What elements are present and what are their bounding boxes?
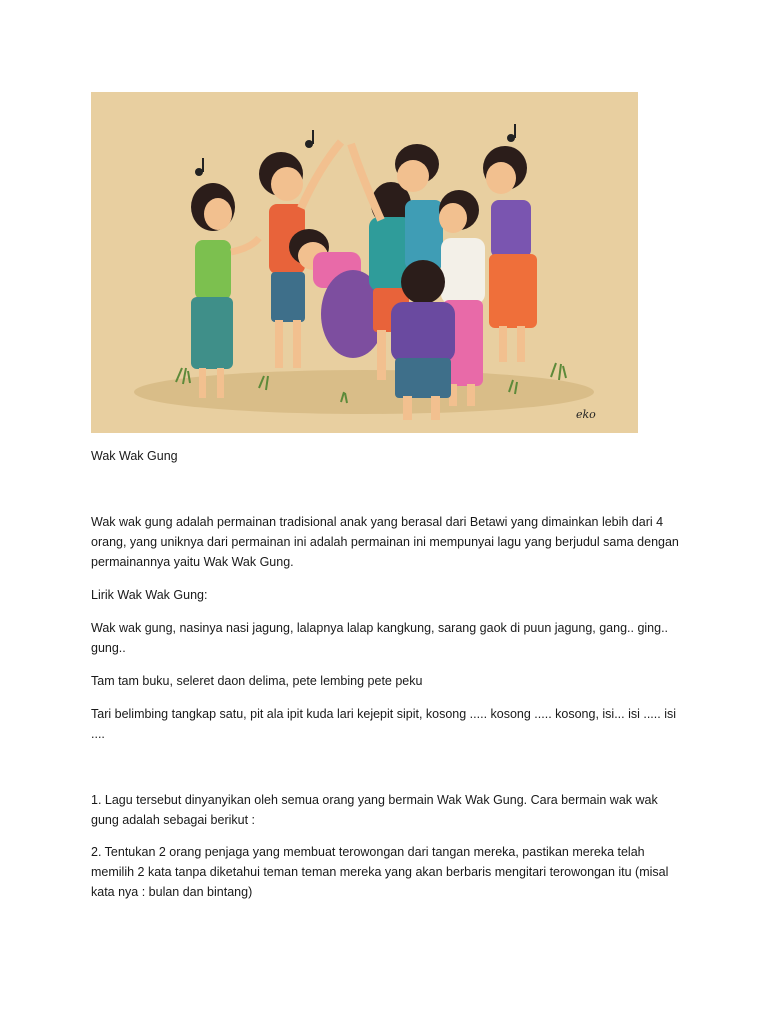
intro-paragraph: Wak wak gung adalah permainan tradisional anak yang berasal dari Betawi yang dimainkan lebih dari 4 orang, yang uniknya dari permainan ini adalah permainan ini mempunyai lagu yang berjudul sama dengan permainannya yaitu Wak Wak Gung. [91,515,679,569]
children-game-illustration [91,92,638,433]
illustration-svg [91,92,638,433]
lyrics-line-3: Tari belimbing tangkap satu, pit ala ipit kuda lari kejepit sipit, kosong ..... kosong ..... kosong, isi... isi ..... isi .... [91,707,677,741]
lyrics-label: Lirik Wak Wak Gung: [91,588,208,602]
step-2-paragraph: 2. Tentukan 2 orang penjaga yang membuat terowongan dari tangan mereka, pastikan mereka telah memilih 2 kata tanpa diketahui teman teman mereka yang akan berbaris mengitari terowongan itu (misal kata nya : bulan dan bintang) [91,845,669,899]
image-caption: Wak Wak Gung [91,449,178,463]
lyrics-line-1: Wak wak gung, nasinya nasi jagung, lalapnya lalap kangkung, sarang gaok di puun jagung, gang.. ging.. gung.. [91,621,669,655]
lyrics-line-2: Tam tam buku, seleret daon delima, pete lembing pete peku [91,674,423,688]
illustration-signature: eko [576,408,596,421]
step-1-paragraph: 1. Lagu tersebut dinyanyikan oleh semua orang yang bermain Wak Wak Gung. Cara bermain wak wak gung adalah sebagai berikut : [91,793,658,827]
